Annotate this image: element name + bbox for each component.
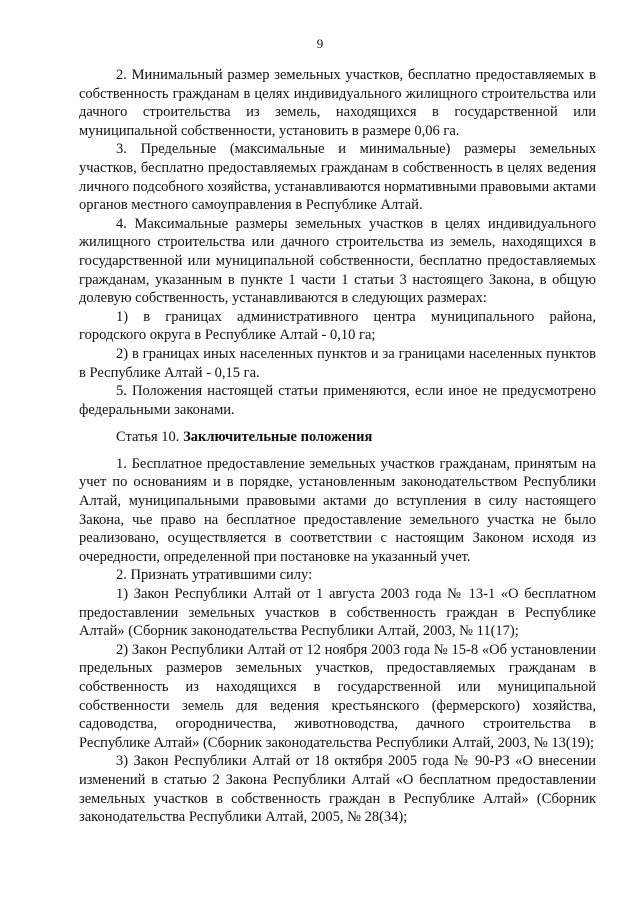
list-item-law-13-1: 1) Закон Республики Алтай от 1 августа 2003 года № 13-1 «О бесплатном предоставлении земельных участков в собственность граждан в Республике Алтай» (Сборник законодательства Республики Алтай, 2003, № 11(17); <box>79 586 596 640</box>
paragraph-repealed-intro: 2. Признать утратившими силу: <box>116 567 313 584</box>
document-body <box>79 66 596 827</box>
article-number: Статья 10. <box>116 429 184 446</box>
paragraph-max-sizes: 4. Максимальные размеры земельных участков в целях индивидуального жилищного строительства или дачного строительства из земель, находящихся в государственной или муниципальной собственности, бесплатно предоставляемых гражданам, указанным в пункте 1 части 1 статьи 3 настоящего Закона, в общую долевую собственность, устанавливаются в следующих размерах: <box>79 215 596 307</box>
list-item-admin-center: 1) в границах административного центра муниципального района, городского округа в Республике Алтай - 0,10 га; <box>79 308 596 344</box>
list-item-law-15-8: 2) Закон Республики Алтай от 12 ноября 2003 года № 15-8 «Об установлении предельных размеров земельных участков, предоставляемых гражданам в собственность из находящихся в государственной или муниципальной собственности земель для ведения крестьянского (фермерского) хозяйства, садоводства, огородничества, животноводства, дачного строительства в Республике Алтай» (Сборник законодательства Республики Алтай, 2003, № 13(19); <box>79 641 596 751</box>
list-item-law-90-rz: 3) Закон Республики Алтай от 18 октября 2005 года № 90-РЗ «О внесении изменений в статью 2 Закона Республики Алтай «О бесплатном предоставлении земельных участков в собственность граждан в Республике Алтай» (Сборник законодательства Республики Алтай, 2005, № 28(34); <box>79 753 596 826</box>
paragraph-federal-laws: 5. Положения настоящей статьи применяются, если иное не предусмотрено федеральными законами. <box>79 383 596 418</box>
list-item-other-settlements: 2) в границах иных населенных пунктов и за границами населенных пунктов в Республике Алтай - 0,15 га. <box>79 345 596 381</box>
paragraph-min-size: 2. Минимальный размер земельных участков, бесплатно предоставляемых в собственность гражданам в целях индивидуального жилищного строительства или дачного строительства из земель, находящихся в государственной или муниципальной собственности, установить в размере 0,06 га. <box>79 67 596 139</box>
article-heading <box>79 428 596 447</box>
paragraph-queue-rights: 1. Бесплатное предоставление земельных участков гражданам, принятым на учет по основаниям и в порядке, установленным законодательством Республики Алтай, муниципальными правовыми актами до вступления в силу настоящего Закона, чье право на бесплатное предоставление земельного участка не было реализовано, осуществляется в соответствии с настоящим Законом исходя из очередности, определенной при постановке на указанный учет. <box>79 455 596 565</box>
paragraph-personal-farm-limits: 3. Предельные (максимальные и минимальные) размеры земельных участков, бесплатно предоставляемых гражданам в собственность в целях ведения личного подсобного хозяйства, устанавливаются нормативными правовыми актами органов местного самоуправления в Республике Алтай. <box>79 141 596 214</box>
article-title: Заключительные положения <box>183 429 373 446</box>
page-number: 9 <box>316 36 324 51</box>
